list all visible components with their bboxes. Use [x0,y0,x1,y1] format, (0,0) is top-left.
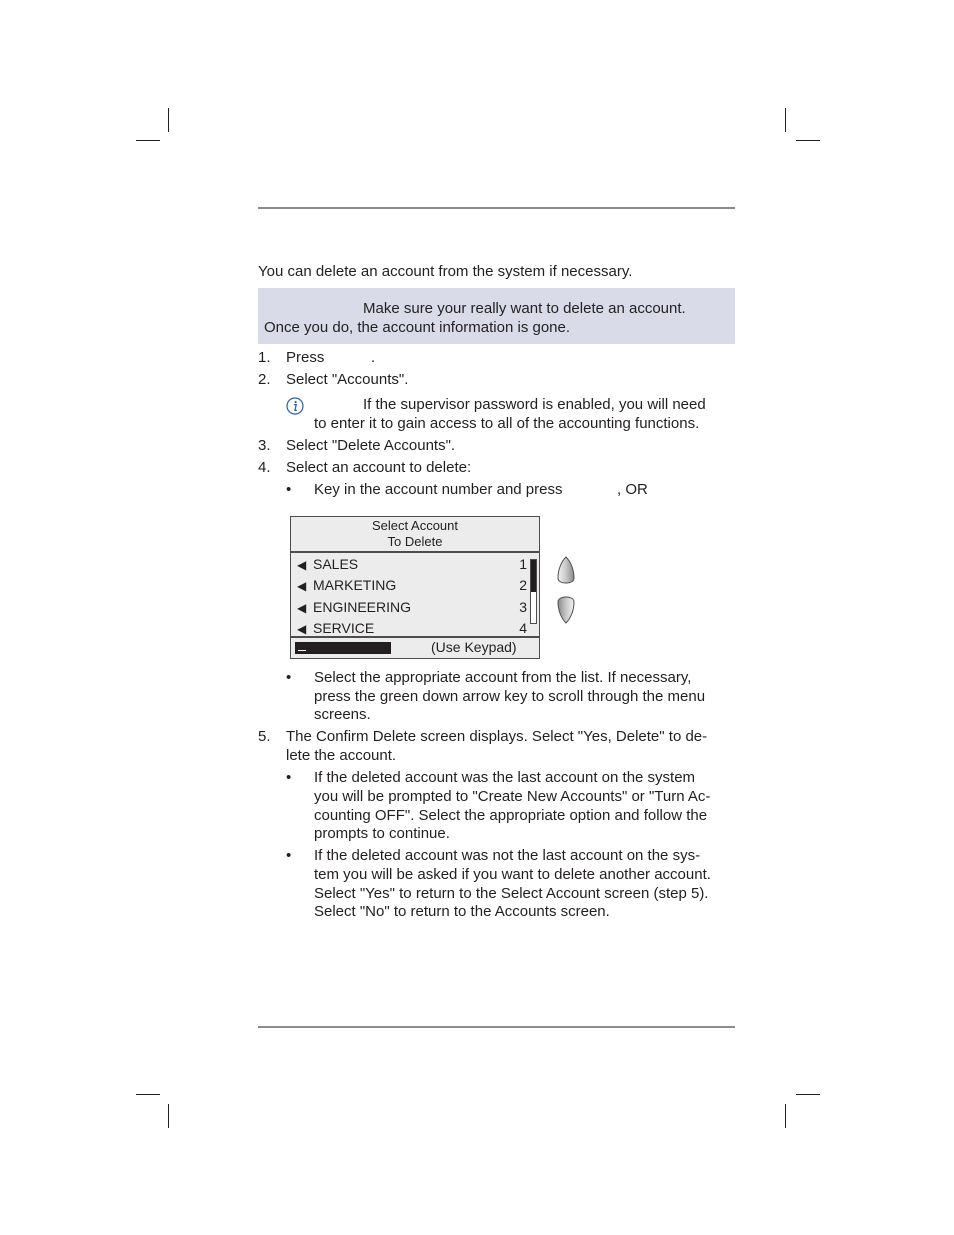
crop-mark [796,1094,820,1095]
bullet-4-line-1: If the deleted account was not the last account on the sys- [314,847,701,864]
left-arrow-icon: ◀ [297,601,307,615]
crop-mark [136,140,160,141]
step-5-number: 5. [258,728,271,745]
account-entry-field[interactable] [295,642,391,654]
step-4-text: Select an account to delete: [286,459,472,476]
account-number: 3 [519,599,527,615]
caution-line-2: Once you do, the account information is gone. [264,319,571,336]
account-row-engineering[interactable] [297,597,527,617]
footer-rule [258,1026,735,1028]
account-label: MARKETING [313,577,397,593]
step-5-line-1: The Confirm Delete screen displays. Select "Yes, Delete" to de- [286,728,708,745]
caution-box [258,288,735,344]
left-arrow-icon: ◀ [297,558,307,572]
step-3-number: 3. [258,437,271,454]
crop-mark [168,108,169,132]
account-label: SALES [313,556,359,572]
step-3-text: Select "Delete Accounts". [286,437,456,454]
bullet-2-line-3: screens. [314,706,371,723]
bullet-3-marker: • [286,769,292,786]
select-account-screen [290,516,540,659]
account-label: SERVICE [313,620,375,636]
screen-title [291,517,539,553]
bullet-3-line-4: prompts to continue. [314,825,450,842]
bullet-4-line-4: Select "No" to return to the Accounts screen. [314,903,610,920]
crop-mark [168,1104,169,1128]
left-arrow-icon: ◀ [297,579,307,593]
text-cursor [298,650,306,651]
bullet-4-line-3: Select "Yes" to return to the Select Account screen (step 5). [314,885,709,902]
step-1-text: Press [286,349,325,366]
crop-mark [785,1104,786,1128]
crop-mark [136,1094,160,1095]
step-1-period: . [371,349,376,366]
crop-mark [796,140,820,141]
caution-line-1: Make sure your really want to delete an account. [363,300,686,317]
bullet-4-marker: • [286,847,292,864]
header-rule [258,207,735,209]
step-4-number: 4. [258,459,271,476]
bullet-3-line-3: counting OFF". Select the appropriate option and follow the [314,807,708,824]
account-row-marketing[interactable] [297,575,527,595]
bullet-2-marker: • [286,669,292,686]
screen-title-line-2: To Delete [387,534,443,549]
crop-mark [785,108,786,132]
info-icon [286,397,304,415]
bullet-2-line-2: press the green down arrow key to scroll through the menu [314,688,706,705]
account-number: 2 [519,577,527,593]
note-line-2: to enter it to gain access to all of the accounting functions. [314,415,700,432]
scrollbar[interactable] [530,559,537,624]
bullet-1-text: Key in the account number and press [314,481,563,498]
scrollbar-thumb[interactable] [531,560,536,592]
screen-title-line-1: Select Account [372,518,458,533]
step-2-number: 2. [258,371,271,388]
account-label: ENGINEERING [313,599,412,615]
keypad-hint: (Use Keypad) [431,639,517,655]
step-1-number: 1. [258,349,271,366]
step-5-line-2: lete the account. [286,747,397,764]
bullet-2-line-1: Select the appropriate account from the list. If necessary, [314,669,692,686]
bullet-4-line-2: tem you will be asked if you want to delete another account. [314,866,711,883]
left-arrow-icon: ◀ [297,622,307,636]
bullet-3-line-2: you will be prompted to "Create New Accounts" or "Turn Ac- [314,788,711,805]
bullet-1-tail: , OR [617,481,648,498]
account-number: 4 [519,620,527,636]
account-row-service[interactable] [297,618,527,638]
bullet-3-line-1: If the deleted account was the last account on the system [314,769,696,786]
step-2-text: Select "Accounts". [286,371,409,388]
note-line-1: If the supervisor password is enabled, you will need [363,396,706,413]
up-arrow-key-icon[interactable] [556,556,576,584]
bullet-1-marker: • [286,481,292,498]
account-number: 1 [519,556,527,572]
screen-footer [291,636,539,660]
account-row-sales[interactable] [297,554,527,574]
intro-text: You can delete an account from the system if necessary. [258,263,633,280]
down-arrow-key-icon[interactable] [556,596,576,624]
